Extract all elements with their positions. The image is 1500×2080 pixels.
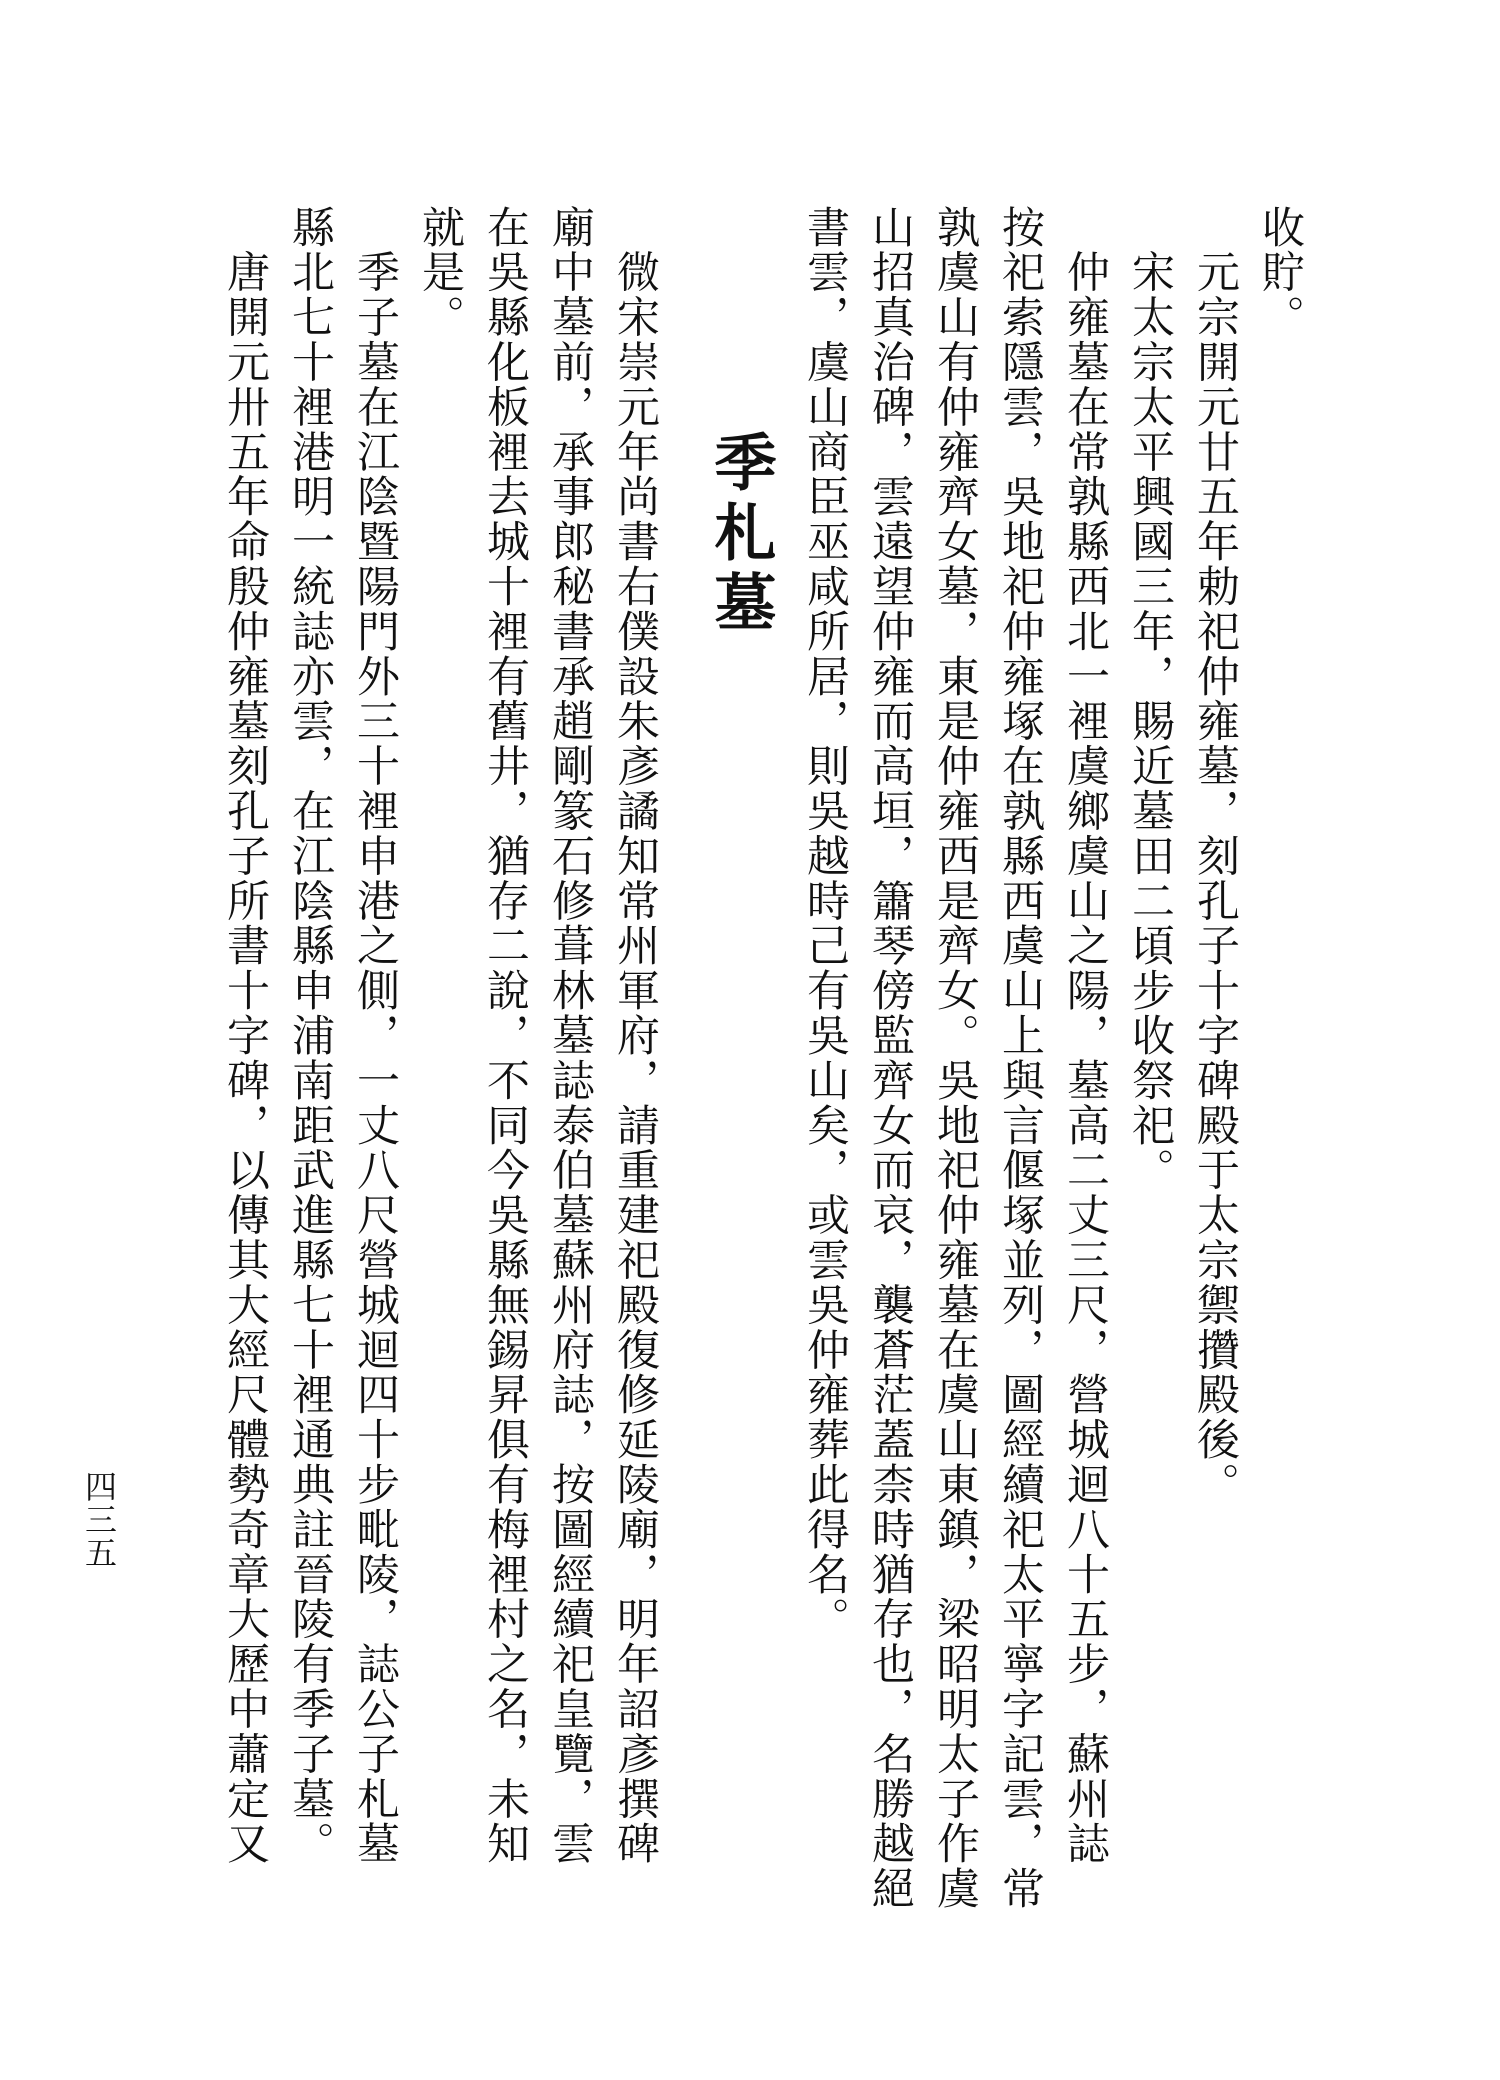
text-column: 元宗開元廿五年勅祀仲雍墓，刻孔子十字碑殿于太宗禦攢殿後。 — [1190, 205, 1240, 1508]
text-column: 廟中墓前，承事郎秘書承趙剛篆石修葺林墓誌泰伯墓蘇州府誌，按圖經續祀皇覽，雲 — [545, 205, 595, 1867]
text-column: 仲雍墓在常孰縣西北一裡虞鄉虞山之陽，墓高二丈三尺，營城迴八十五步，蘇州誌 — [1060, 205, 1110, 1867]
page-number: 四三五 — [80, 1470, 118, 1569]
text-column: 縣北七十裡港明一統誌亦雲，在江陰縣申浦南距武進縣七十裡通典註晉陵有季子墓。 — [285, 205, 335, 1867]
text-column: 按祀索隱雲，吳地祀仲雍塚在孰縣西虞山上與言偃塚並列，圖經續祀太平寧字記雲，常 — [995, 205, 1045, 1912]
section-title: 季札墓 — [704, 430, 777, 640]
text-column: 微宋崇元年尚書右僕設朱彥譎知常州軍府，請重建祀殿復修延陵廟，明年詔彥撰碑 — [610, 205, 660, 1867]
text-column: 收貯。 — [1255, 205, 1305, 340]
text-column: 書雲，虞山商臣巫咸所居，則吳越時己有吳山矣，或雲吳仲雍葬此得名。 — [800, 205, 850, 1642]
text-column: 孰虞山有仲雍齊女墓，東是仲雍西是齊女。吳地祀仲雍墓在虞山東鎮，梁昭明太子作虞 — [930, 205, 980, 1912]
text-column: 唐開元卅五年命殷仲雍墓刻孔子所書十字碑，以傳其大經尺體勢奇章大歷中蕭定又 — [220, 205, 270, 1867]
text-column: 就是。 — [415, 205, 465, 340]
text-column: 在吳縣化板裡去城十裡有舊井，猶存二說，不同今吳縣無錫昇俱有梅裡村之名，未知 — [480, 205, 530, 1867]
text-column: 季子墓在江陰暨陽門外三十裡申港之側，一丈八尺營城迴四十步毗陵，誌公子札墓 — [350, 205, 400, 1867]
text-column: 宋太宗太平興國三年，賜近墓田二頃步收祭祀。 — [1125, 205, 1175, 1193]
text-column: 山招真治碑，雲遠望仲雍而高垣，簫琴傍監齊女而哀，襲蒼茫蓋柰時猶存也，名勝越絕 — [865, 205, 915, 1912]
